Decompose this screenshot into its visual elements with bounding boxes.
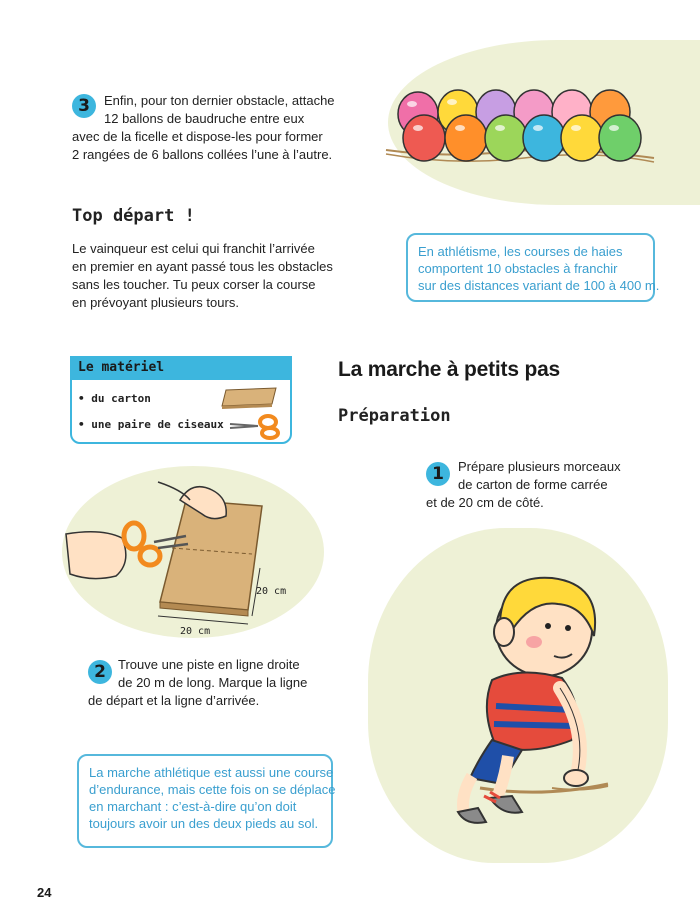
- info-box-haies: [406, 233, 660, 302]
- top-depart-text: [72, 240, 333, 312]
- materiel-item-carton: • du carton: [78, 392, 151, 405]
- step-1-text: [426, 458, 621, 512]
- top-depart-line: en prévoyant plusieurs tours.: [72, 295, 239, 310]
- step-3-text: [72, 92, 335, 164]
- info-marche-line: en marchant : c’est-à-dire qu’on doit: [89, 799, 297, 814]
- materiel-box: [70, 356, 292, 444]
- step-1-line: de carton de forme carrée: [458, 477, 608, 492]
- step-3-line: 12 ballons de baudruche entre eux: [104, 111, 305, 126]
- step-3-line: 2 rangées de 6 ballons collées l’une à l’autre.: [72, 147, 333, 162]
- step-1-line: Prépare plusieurs morceaux: [458, 459, 621, 474]
- info-haies-line: En athlétisme, les courses de haies: [418, 244, 623, 259]
- balloons-illustration: [384, 88, 656, 184]
- cutting-cardboard-illustration: [62, 470, 324, 640]
- materiel-heading: Le matériel: [70, 356, 292, 380]
- step-2-line: de départ et la ligne d’arrivée.: [88, 693, 260, 708]
- top-depart-heading: Top départ !: [72, 206, 195, 226]
- scissors-icon: [228, 414, 284, 440]
- preparation-heading: Préparation: [338, 406, 451, 426]
- info-haies-line: sur des distances variant de 100 à 400 m.: [418, 278, 660, 293]
- info-marche-line: toujours avoir un des deux pieds au sol.: [89, 816, 319, 831]
- step-3-line: avec de la ficelle et dispose-les pour former: [72, 129, 323, 144]
- info-haies-line: comportent 10 obstacles à franchir: [418, 261, 618, 276]
- step-1-badge: 1: [426, 462, 450, 486]
- carton-bottom-label: 20 cm: [180, 626, 211, 637]
- materiel-item-ciseaux: • une paire de ciseaux: [78, 418, 224, 431]
- step-3-badge: 3: [72, 94, 96, 118]
- top-depart-line: Le vainqueur est celui qui franchit l’arrivée: [72, 241, 315, 256]
- carton-side-label: 20 cm: [256, 586, 287, 597]
- step-2-line: de 20 m de long. Marque la ligne: [118, 675, 308, 690]
- page-number: 24: [37, 885, 52, 900]
- step-2-badge: 2: [88, 660, 112, 684]
- info-marche-line: d’endurance, mais cette fois on se déplace: [89, 782, 336, 797]
- step-3-line: Enfin, pour ton dernier obstacle, attache: [104, 93, 335, 108]
- section-title: La marche à petits pas: [338, 358, 561, 381]
- info-box-marche: [77, 754, 336, 848]
- step-2-text: [88, 656, 307, 710]
- step-1-line: et de 20 cm de côté.: [426, 495, 544, 510]
- top-depart-line: sans les toucher. Tu peux corser la course: [72, 277, 316, 292]
- boy-crouching-illustration: [372, 560, 662, 850]
- cardboard-icon: [220, 386, 280, 410]
- info-marche-line: La marche athlétique est aussi une course: [89, 765, 334, 780]
- top-depart-line: en premier en ayant passé tous les obstacles: [72, 259, 333, 274]
- step-2-line: Trouve une piste en ligne droite: [118, 657, 300, 672]
